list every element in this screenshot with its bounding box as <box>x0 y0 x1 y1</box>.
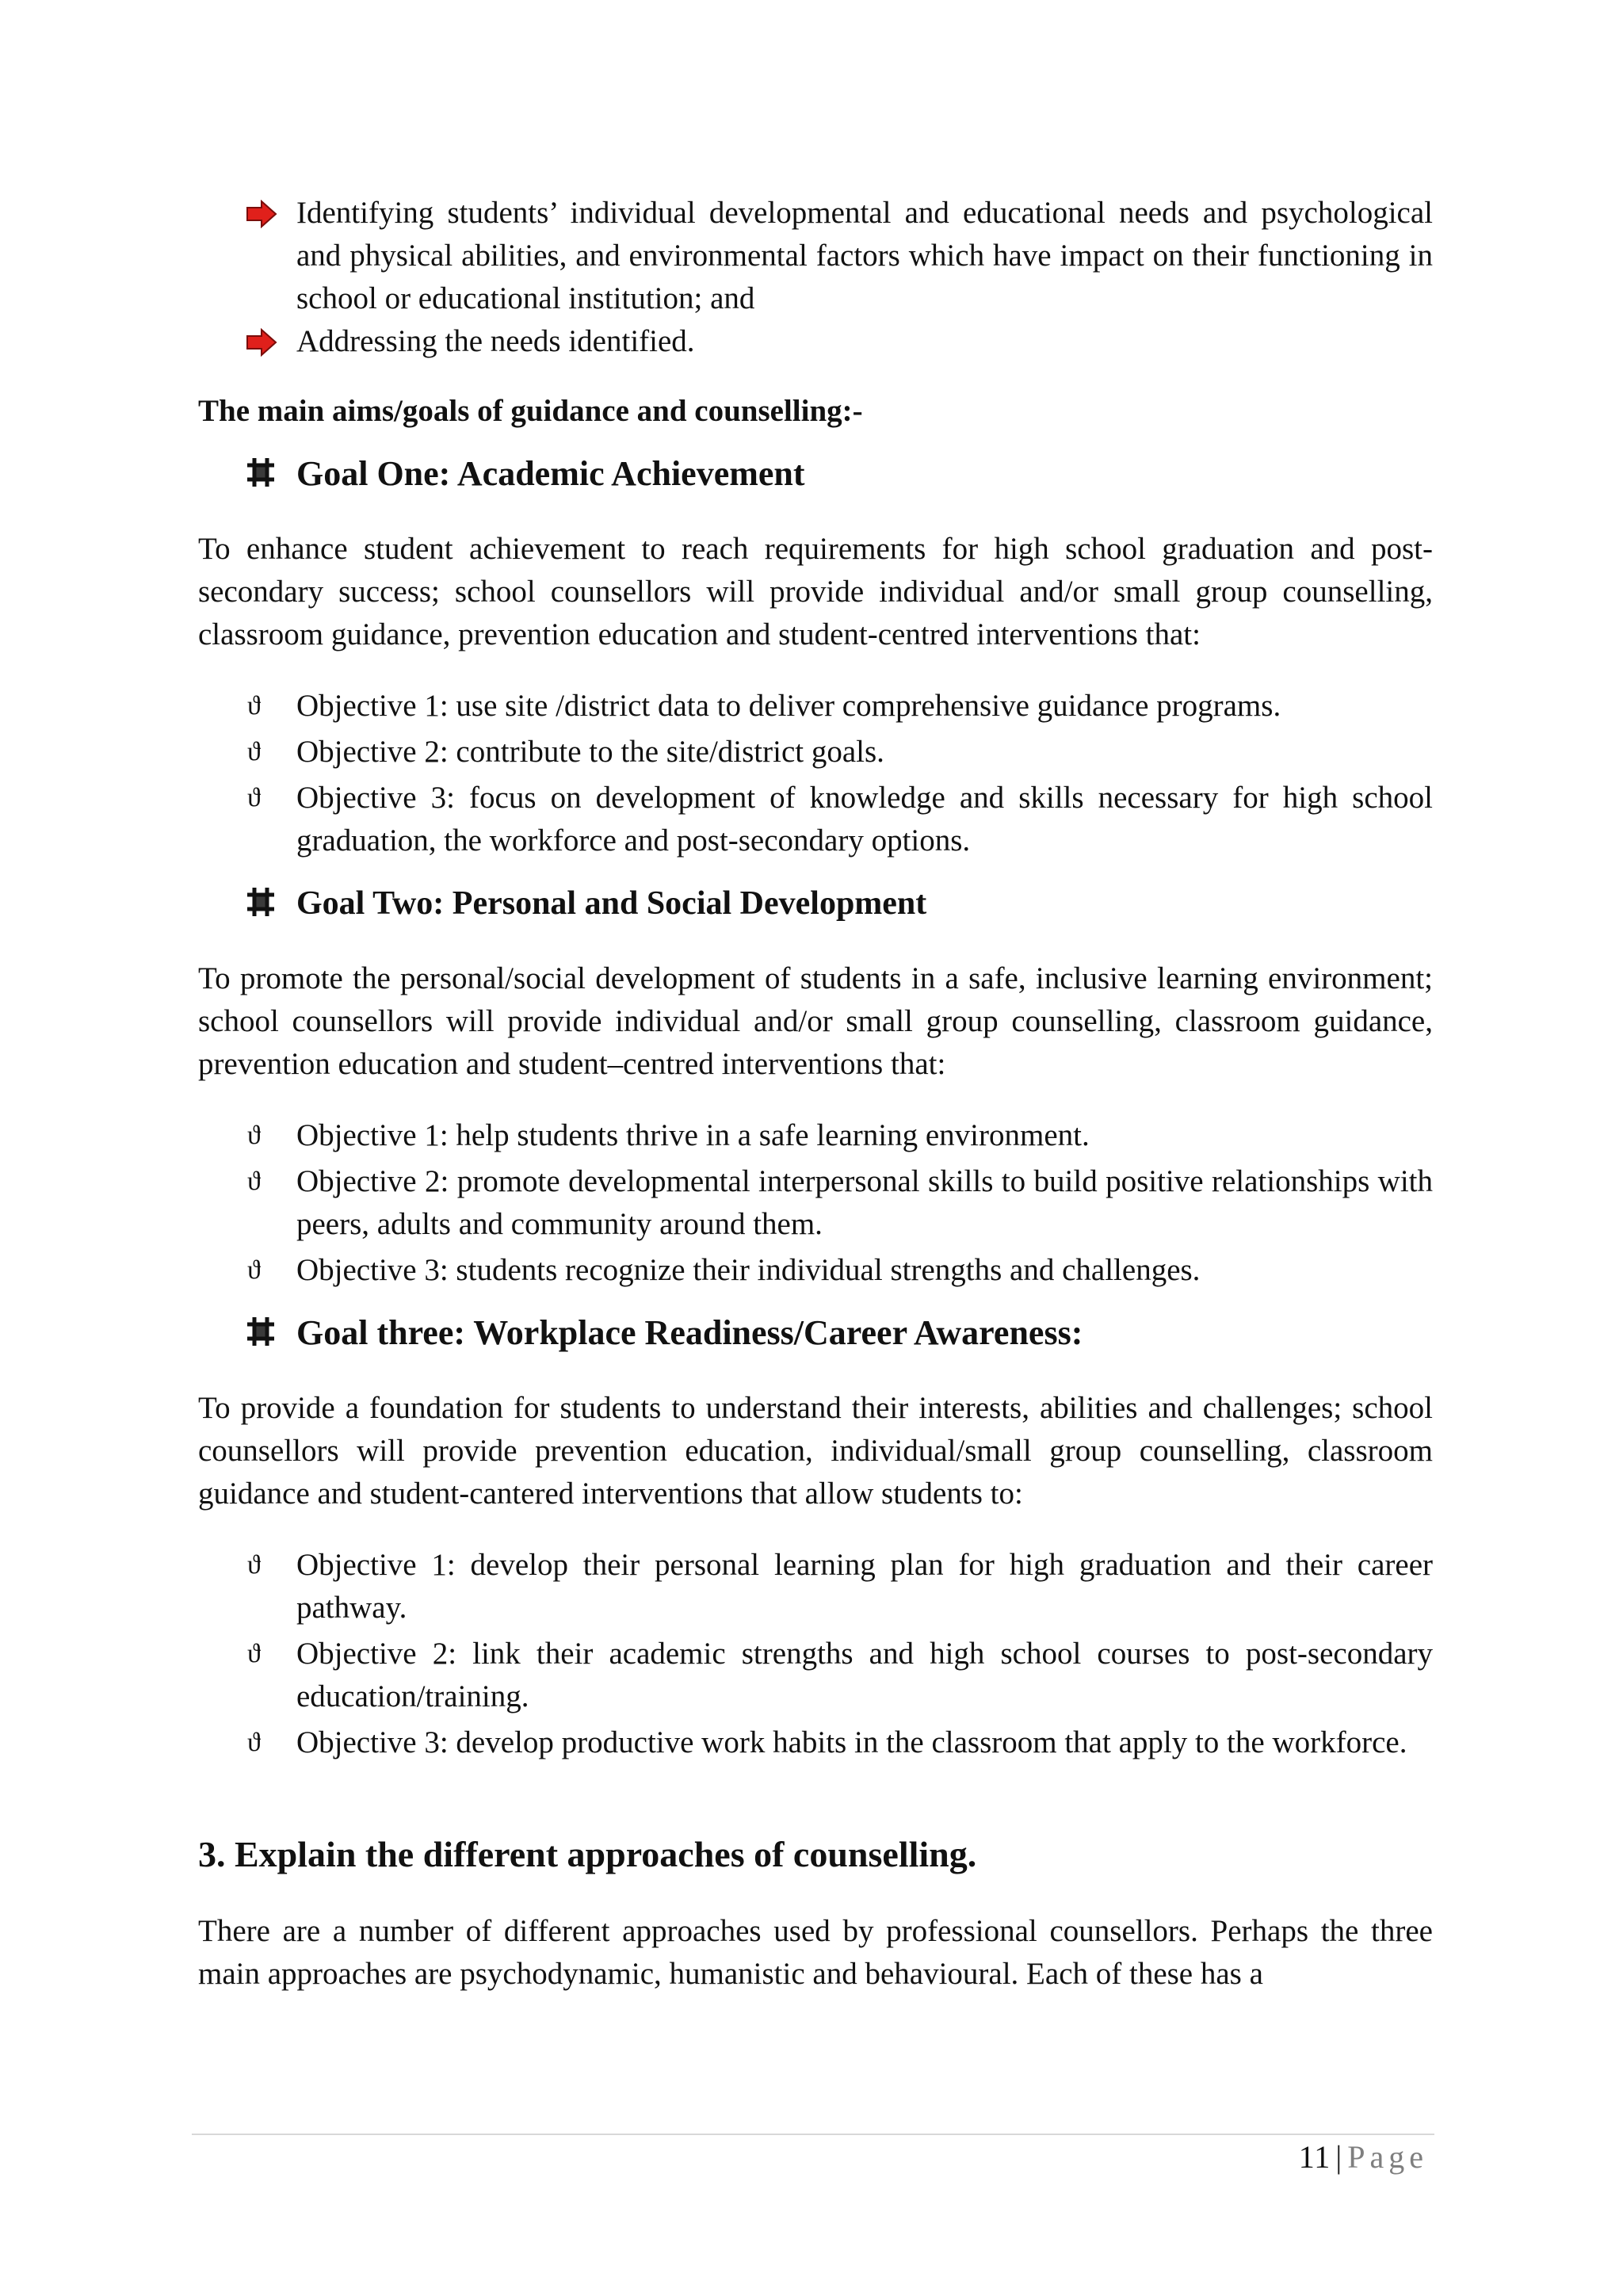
red-arrow-icon <box>246 200 277 228</box>
list-item <box>198 1721 1433 1764</box>
list-item <box>198 777 1433 862</box>
goal-two-heading <box>198 880 1433 927</box>
objective-text: Objective 3: focus on development of knowledge and skills necessary for high school graduation, the workforce and post-secondary options. <box>296 781 1433 858</box>
theta-bullet-icon: ϑ <box>247 1121 261 1150</box>
objective-text: Objective 2: contribute to the site/district goals. <box>296 735 884 769</box>
objective-text: Objective 1: develop their personal learning plan for high graduation and their career pathway. <box>296 1548 1433 1625</box>
theta-bullet-icon: ϑ <box>247 737 261 766</box>
goal-title: Goal One: Academic Achievement <box>296 454 805 493</box>
goal-title: Goal three: Workplace Readiness/Career Awareness: <box>296 1313 1083 1352</box>
goal-one-objectives <box>198 685 1433 862</box>
theta-bullet-icon: ϑ <box>247 1255 261 1285</box>
list-item-text: Identifying students’ individual developmental and educational needs and psychological and physical abilities, and environmental factors which have impact on their functioning in school or educational institution; and <box>296 196 1433 315</box>
theta-bullet-icon: ϑ <box>247 1639 261 1668</box>
list-item <box>198 320 1433 363</box>
theta-bullet-icon: ϑ <box>247 1550 261 1580</box>
section-title: 3. Explain the different approaches of counselling. <box>198 1834 977 1874</box>
list-item <box>198 1249 1433 1292</box>
hash-square-icon <box>246 886 276 918</box>
objective-text: Objective 1: use site /district data to deliver comprehensive guidance programs. <box>296 689 1281 723</box>
red-arrow-icon <box>246 328 277 357</box>
theta-bullet-icon: ϑ <box>247 783 261 812</box>
goal-two-intro: To promote the personal/social development of students in a safe, inclusive learning environment; school counsellors will provide individual and/or small group counselling, classroom guidance, prevention education and student–centred interventions that: <box>198 961 1433 1081</box>
list-item <box>198 192 1433 320</box>
theta-bullet-icon: ϑ <box>247 1167 261 1196</box>
goal-three-objectives <box>198 1544 1433 1764</box>
page-content <box>198 192 1433 1996</box>
page-number: 11 <box>1298 2139 1331 2175</box>
page-footer <box>1299 2137 1428 2178</box>
section-intro: There are a number of different approaches used by professional counsellors. Perhaps the three main approaches are psychodynamic, humanistic and behavioural. Each of these has a <box>198 1914 1433 1991</box>
list-item <box>198 685 1433 728</box>
list-item <box>198 1114 1433 1157</box>
goal-three-intro: To provide a foundation for students to understand their interests, abilities and challenges; school counsellors will provide prevention education, individual/small group counselling, classroom guidance and student-cantered interventions that allow students to: <box>198 1391 1433 1511</box>
objective-text: Objective 3: students recognize their individual strengths and challenges. <box>296 1253 1201 1287</box>
objective-text: Objective 1: help students thrive in a safe learning environment. <box>296 1118 1090 1152</box>
objective-text: Objective 2: link their academic strengths and high school courses to post-secondary education/training. <box>296 1637 1433 1713</box>
theta-bullet-icon: ϑ <box>247 691 261 720</box>
goal-one-intro: To enhance student achievement to reach requirements for high school graduation and post-secondary success; school counsellors will provide individual and/or small group counselling, classroom guidance, prevention education and student-centred interventions that: <box>198 532 1433 651</box>
list-item <box>198 1160 1433 1246</box>
hash-square-icon <box>246 1316 276 1347</box>
goal-three-heading <box>198 1309 1433 1357</box>
list-item <box>198 731 1433 774</box>
aims-heading: The main aims/goals of guidance and counselling:- <box>198 394 863 428</box>
page-label: Page <box>1347 2139 1428 2175</box>
objective-text: Objective 2: promote developmental interpersonal skills to build positive relationships with peers, adults and community around them. <box>296 1164 1433 1241</box>
theta-bullet-icon: ϑ <box>247 1728 261 1757</box>
footer-separator: | <box>1335 2139 1343 2175</box>
list-item <box>198 1633 1433 1718</box>
intro-bullet-list <box>198 192 1433 363</box>
footer-divider <box>192 2134 1434 2135</box>
list-item-text: Addressing the needs identified. <box>296 324 695 358</box>
hash-square-icon <box>246 457 276 488</box>
list-item <box>198 1544 1433 1629</box>
objective-text: Objective 3: develop productive work habits in the classroom that apply to the workforce. <box>296 1725 1407 1759</box>
goal-two-objectives <box>198 1114 1433 1292</box>
goal-title: Goal Two: Personal and Social Development <box>296 885 927 922</box>
goal-one-heading <box>198 450 1433 498</box>
